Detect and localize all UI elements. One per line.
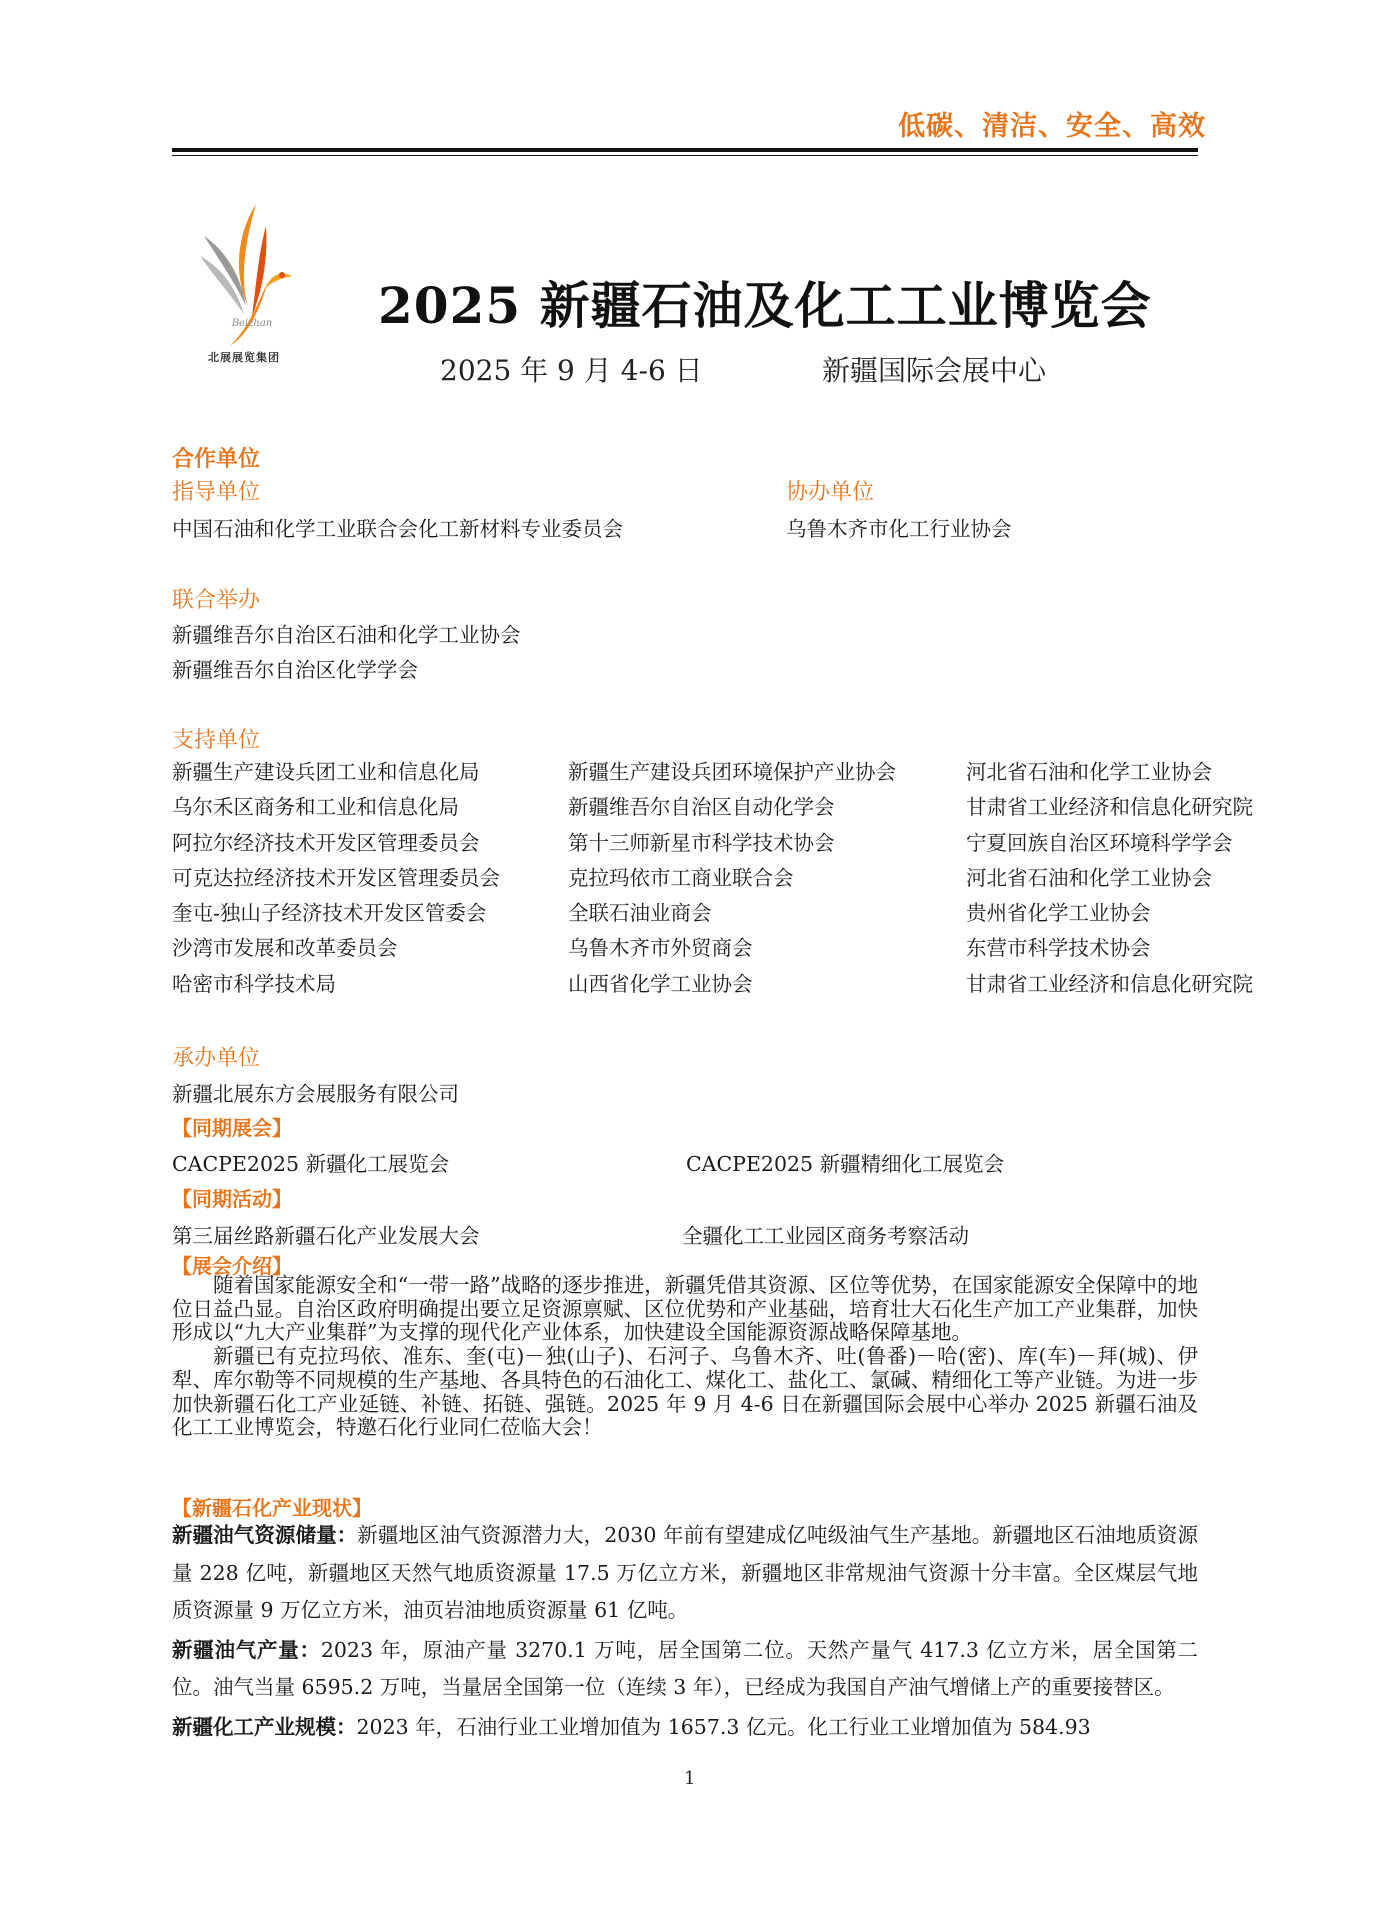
support-item: 阿拉尔经济技术开发区管理委员会 xyxy=(172,830,480,855)
support-column-2 xyxy=(568,755,896,1002)
reserves-text: 新疆地区油气资源潜力大，2030 年前有望建成亿吨级油气生产基地。新疆地区石油地质资源量 228 亿吨，新疆地区天然气地质资源量 17.5 万亿立方米，新疆地区非常规油气资源十分丰富。全区煤层气地质资源量 9 万亿立方米，油页岩油地质资源量 61 亿吨。 xyxy=(172,1523,1199,1622)
phoenix-logo-icon xyxy=(196,196,308,366)
exhibition-item: CACPE2025 新疆精细化工展览会 xyxy=(686,1152,1005,1176)
status-scale xyxy=(172,1709,1198,1747)
support-column-1 xyxy=(172,755,500,1002)
status-reserves xyxy=(172,1517,1198,1630)
slogan: 低碳、清洁、安全、高效 xyxy=(898,111,1206,142)
page-number: 1 xyxy=(684,1768,696,1789)
concurrent-exhibitions-label: 【同期展会】 xyxy=(172,1116,292,1140)
event-date: 2025 年 9 月 4-6 日 xyxy=(440,354,703,387)
header-rule-thin xyxy=(172,155,1198,156)
header-rule xyxy=(172,148,1198,152)
activity-item: 全疆化工工业园区商务考察活动 xyxy=(682,1224,969,1248)
activity-item: 第三届丝路新疆石化产业发展大会 xyxy=(172,1224,480,1248)
support-item: 乌尔禾区商务和工业和信息化局 xyxy=(172,795,459,820)
joint-item: 新疆维吾尔自治区石油和化学工业协会 xyxy=(172,623,521,647)
support-item: 河北省石油和化学工业协会 xyxy=(966,760,1212,784)
support-item: 河北省石油和化学工业协会 xyxy=(966,865,1212,890)
support-item: 第十三师新星市科学技术协会 xyxy=(568,830,835,855)
support-item: 新疆生产建设兵团工业和信息化局 xyxy=(172,760,480,784)
organizer-label: 承办单位 xyxy=(172,1046,261,1071)
support-item: 新疆维吾尔自治区自动化学会 xyxy=(568,795,835,820)
logo-caption: 北展展览集团 xyxy=(208,351,280,364)
support-label: 支持单位 xyxy=(172,728,261,753)
joint-item: 新疆维吾尔自治区化学学会 xyxy=(172,658,418,682)
scale-title: 新疆化工产业规模： xyxy=(172,1714,357,1739)
support-item: 宁夏回族自治区环境科学学会 xyxy=(966,830,1233,855)
organizer-value: 新疆北展东方会展服务有限公司 xyxy=(172,1082,459,1106)
scale-text: 2023 年，石油行业工业增加值为 1657.3 亿元。化工行业工业增加值为 584.93 xyxy=(356,1714,1091,1739)
support-item: 克拉玛依市工商业联合会 xyxy=(568,865,794,890)
status-output xyxy=(172,1632,1198,1707)
output-title: 新疆油气产量： xyxy=(172,1637,321,1662)
support-item: 新疆生产建设兵团环境保护产业协会 xyxy=(568,760,896,784)
cooperation-heading: 合作单位 xyxy=(172,447,261,472)
status-label: 【新疆石化产业现状】 xyxy=(172,1496,372,1520)
guiding-label: 指导单位 xyxy=(172,480,261,505)
exhibition-item: CACPE2025 新疆化工展览会 xyxy=(172,1152,450,1176)
support-item: 东营市科学技术协会 xyxy=(966,936,1151,961)
page-title: 2025 新疆石油及化工工业博览会 xyxy=(378,276,1152,335)
output-text: 2023 年，原油产量 3270.1 万吨，居全国第二位。天然产量气 417.3 亿立方米，居全国第二位。油气当量 6595.2 万吨，当量居全国第一位（连续 3 年），已经成为我国自产油气增储上产的重要接替区。 xyxy=(172,1637,1199,1699)
guiding-value: 中国石油和化学工业联合会化工新材料专业委员会 xyxy=(172,517,623,541)
joint-label: 联合举办 xyxy=(172,588,261,613)
support-item: 山西省化学工业协会 xyxy=(568,971,753,996)
support-item: 奎屯-独山子经济技术开发区管委会 xyxy=(172,901,487,926)
svg-text:Beizhan: Beizhan xyxy=(231,318,273,329)
support-item: 全联石油业商会 xyxy=(568,901,712,926)
support-item: 乌鲁木齐市外贸商会 xyxy=(568,936,753,961)
support-item: 甘肃省工业经济和信息化研究院 xyxy=(966,971,1253,996)
support-item: 可克达拉经济技术开发区管理委员会 xyxy=(172,865,500,890)
reserves-title: 新疆油气资源储量： xyxy=(172,1523,358,1547)
intro-label: 【展会介绍】 xyxy=(172,1254,292,1278)
concurrent-activities-label: 【同期活动】 xyxy=(172,1187,292,1211)
assisting-label: 协办单位 xyxy=(786,480,875,505)
support-column-3 xyxy=(966,755,1253,1002)
support-item: 沙湾市发展和改革委员会 xyxy=(172,936,398,961)
support-item: 贵州省化学工业协会 xyxy=(966,901,1151,926)
event-venue: 新疆国际会展中心 xyxy=(822,354,1047,387)
status-section xyxy=(172,1517,1198,1748)
intro-paragraph: 新疆已有克拉玛依、准东、奎(屯)－独(山子)、石河子、乌鲁木齐、吐(鲁番)－哈(密)、库(车)－拜(城)、伊犁、库尔勒等不同规模的生产基地、各具特色的石油化工、煤化工、盐化工、氯碱、精细化工等产业链。为进一步加快新疆石化工产业延链、补链、拓链、强链。2025 年 9 月 4-6 日在新疆国际会展中心举办 2025 新疆石油及化工工业博览会，特邀石化行业同仁莅临大会！ xyxy=(172,1344,1198,1440)
intro-text xyxy=(172,1274,1198,1440)
support-item: 哈密市科学技术局 xyxy=(172,971,336,996)
intro-paragraph: 随着国家能源安全和“一带一路”战略的逐步推进，新疆凭借其资源、区位等优势，在国家能源安全保障中的地位日益凸显。自治区政府明确提出要立足资源禀赋、区位优势和产业基础，培育壮大石化生产加工产业集群，加快形成以“九大产业集群”为支撑的现代化产业体系，加快建设全国能源资源战略保障基地。 xyxy=(172,1273,1198,1345)
assisting-value: 乌鲁木齐市化工行业协会 xyxy=(786,517,1012,541)
support-item: 甘肃省工业经济和信息化研究院 xyxy=(966,795,1253,820)
